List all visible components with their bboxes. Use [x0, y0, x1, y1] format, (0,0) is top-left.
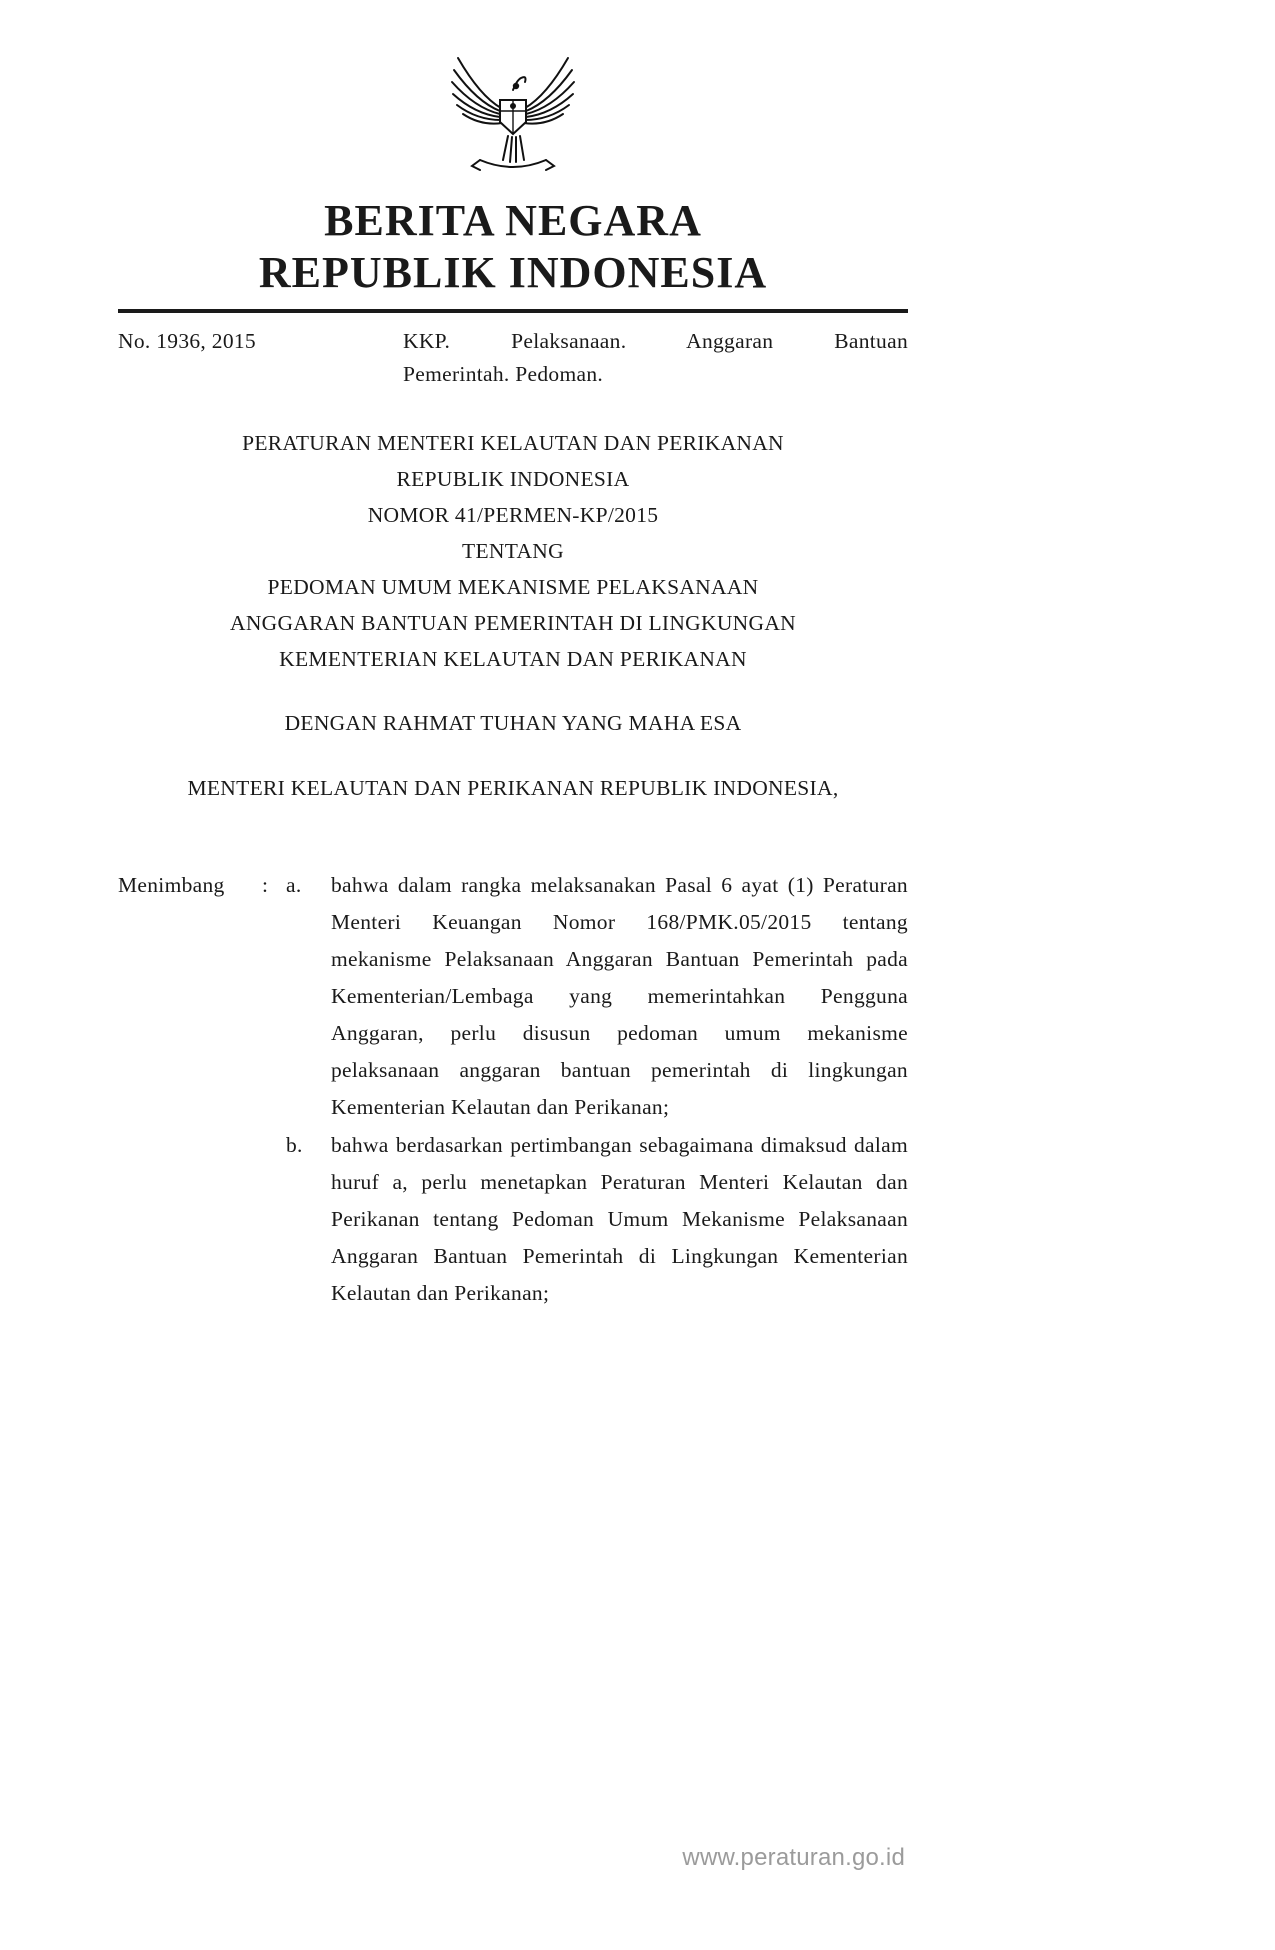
- garuda-emblem-icon: [450, 44, 576, 178]
- emblem-container: [118, 0, 908, 183]
- considerations-section: [118, 867, 908, 1312]
- consideration-item-b: [118, 1127, 908, 1312]
- subject-line2: Pemerintah. Pedoman.: [403, 362, 604, 386]
- masthead-title-line2: REPUBLIK INDONESIA: [258, 248, 768, 297]
- title-line: NOMOR 41/PERMEN-KP/2015: [367, 503, 659, 527]
- title-line: PERATURAN MENTERI KELAUTAN DAN PERIKANAN: [242, 431, 784, 455]
- item-marker: b.: [286, 1133, 303, 1157]
- item-text: bahwa berdasarkan pertimbangan sebagaimana dimaksud dalam huruf a, perlu menetapkan Peraturan Menteri Kelautan dan Perikanan tentang Pedoman Umum Mekanisme Pelaksanaan Anggaran Bantuan Pemerintah di Lingkungan Kementerian Kelautan dan Perikanan;: [331, 1133, 908, 1305]
- title-line: TENTANG: [462, 539, 564, 563]
- item-marker: a.: [286, 873, 302, 897]
- considerations-label: Menimbang: [118, 873, 225, 897]
- title-line: PEDOMAN UMUM MEKANISME PELAKSANAAN: [267, 575, 759, 599]
- title-line: KEMENTERIAN KELAUTAN DAN PERIKANAN: [279, 647, 747, 671]
- title-line: REPUBLIK INDONESIA: [396, 467, 630, 491]
- invocation-line: DENGAN RAHMAT TUHAN YANG MAHA ESA: [284, 711, 742, 735]
- title-line: ANGGARAN BANTUAN PEMERINTAH DI LINGKUNGAN: [230, 611, 796, 635]
- footer-watermark-url: www.peraturan.go.id: [682, 1844, 905, 1871]
- subject-line1: KKP. Pelaksanaan. Anggaran Bantuan: [403, 329, 908, 353]
- masthead-title-line1: BERITA NEGARA: [324, 196, 702, 245]
- authority-line: MENTERI KELAUTAN DAN PERIKANAN REPUBLIK INDONESIA,: [187, 776, 839, 800]
- regulation-title-block: [118, 425, 908, 677]
- consideration-item-a: [118, 867, 908, 1126]
- masthead-title: [118, 195, 908, 299]
- masthead-divider: [118, 309, 908, 313]
- item-text: bahwa dalam rangka melaksanakan Pasal 6 ayat (1) Peraturan Menteri Keuangan Nomor 168/PMK.05/2015 tentang mekanisme Pelaksanaan Anggaran Bantuan Pemerintah pada Kementerian/Lembaga yang memerintahkan Pengguna Anggaran, perlu disusun pedoman umum mekanisme pelaksanaan anggaran bantuan pemerintah di lingkungan Kementerian Kelautan dan Perikanan;: [331, 873, 908, 1119]
- considerations-separator: :: [262, 873, 269, 897]
- issue-number: No. 1936, 2015: [118, 329, 256, 353]
- issue-row: [118, 325, 908, 391]
- subject-block: [403, 325, 908, 391]
